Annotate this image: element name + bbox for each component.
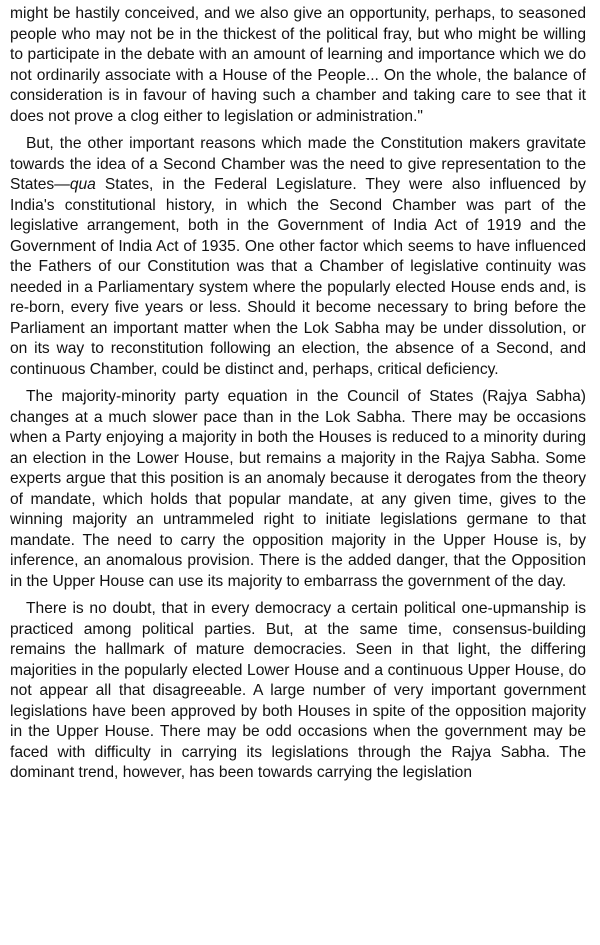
paragraph-2-text-a: But, the other important reasons which made the Constitution makers gravitate towards the idea of a Second Chamber was the need to give representation to the States— — [10, 135, 586, 193]
paragraph-2-text-b: States, in the Federal Legislature. They were also influenced by India's constitutional history, in which the Second Chamber was part of the legislative arrangement, both in the Government of India Act of 1919 and the Government of India Act of 1935. One other factor which seems to have influenced the Fathers of our Constitution was that a Chamber of legislative continuity was needed in a Parliamentary system where the popularly elected House ends and, is re-born, every five years or less. Should it become necessary to bring before the Parliament an important matter when the Lok Sabha may be under dissolution, or on its way to reconstitution following an election, the absence of a Second, and continuous Chamber, could be distinct and, perhaps, critical deficiency. — [10, 176, 586, 378]
paragraph-2 — [10, 134, 586, 380]
paragraph-3 — [10, 387, 586, 592]
italic-qua: qua — [69, 176, 96, 193]
paragraph-4-text: There is no doubt, that in every democracy a certain political one-upmanship is practiced among political parties. But, at the same time, consensus-building remains the hallmark of mature democracies. Seen in that light, the differing majorities in the popularly elected Lower House and a continuous Upper House, do not appear all that disagreeable. A large number of very important government legislations have been approved by both Houses in spite of the opposition majority in the Upper House. There may be odd occasions when the government may be faced with difficulty in carrying its legislations through the Rajya Sabha. The dominant trend, however, has been towards carrying the legislation — [10, 600, 586, 781]
paragraph-3-text: The majority-minority party equation in the Council of States (Rajya Sabha) changes at a much slower pace than in the Lok Sabha. There may be occasions when a Party enjoying a majority in both the Houses is reduced to a minority during an election in the Lower House, but remains a majority in the Rajya Sabha. Some experts argue that this position is an anomaly because it derogates from the theory of mandate, which holds that popular mandate, at any given time, gives to the winning majority an untrammeled right to initiate legislations germane to that mandate. The need to carry the opposition majority in the Upper House is, by inference, an anomalous provision. There is the added danger, that the Opposition in the Upper House can use its majority to embarrass the government of the day. — [10, 388, 586, 590]
paragraph-4 — [10, 599, 586, 784]
paragraph-1-text: might be hastily conceived, and we also give an opportunity, perhaps, to seasoned people who may not be in the thickest of the political fray, but who might be willing to participate in the debate with an amount of learning and importance which we do not ordinarily associate with a House of the People... On the whole, the balance of consideration is in favour of having such a chamber and taking care to see that it does not prove a clog either to legislation or administration." — [10, 5, 586, 125]
paragraph-1 — [10, 4, 586, 127]
document-page — [10, 4, 586, 791]
